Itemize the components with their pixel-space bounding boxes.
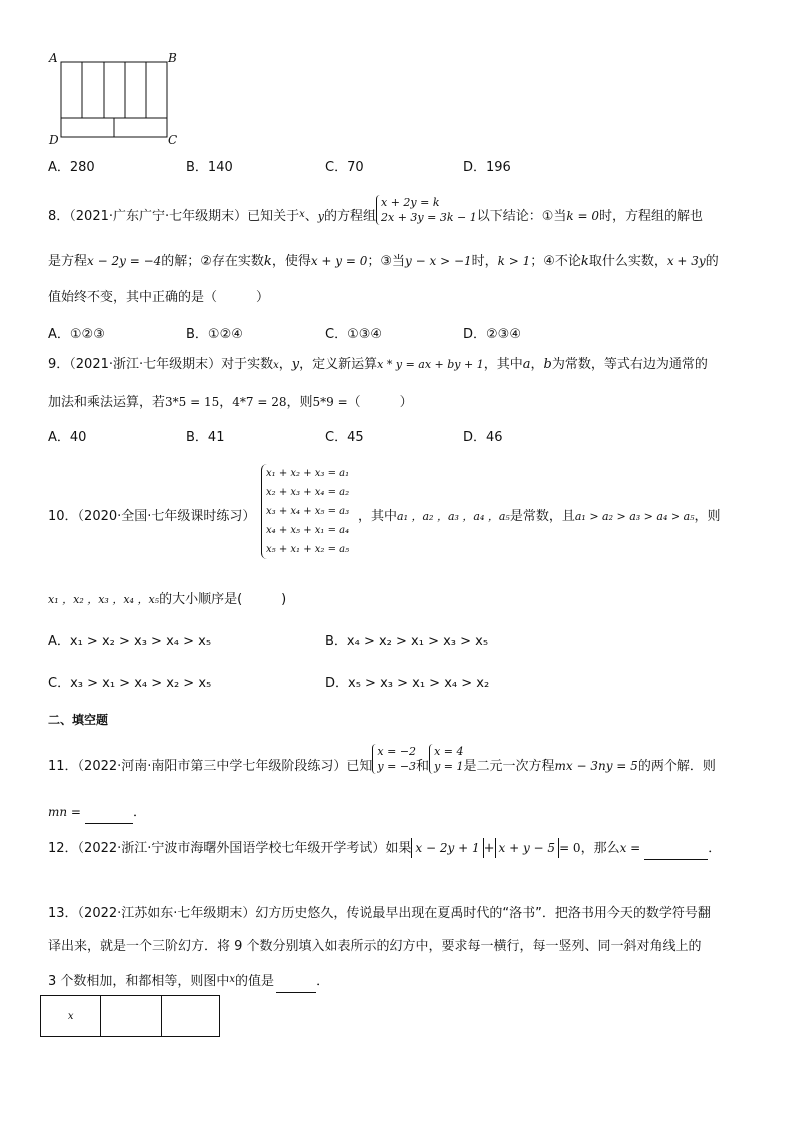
equation-system: x₁ + x₂ + x₃ = a₁ x₂ + x₃ + x₄ = a₂ x₃ + x₄ + x₅ = a₃ x₄ + x₅ + x₁ = a₄ x₅ + x₁ + x₂ = a₅ [261,464,349,559]
option-d[interactable]: D．x₅ > x₃ > x₁ > x₄ > x₂ [325,676,490,691]
q8-line-1: 8．（2021·广东广宁·七年级期末）已知关于$^x$、y的方程组 x + 2y = k 2x + 3y = 3k − 1 以下结论：①当k = 0时，方程组的解也 [48,195,703,224]
q13-line-1: 13．（2022·江苏如东·七年级期末）幻方历史悠久，传说最早出现在夏禹时代的“洛书”．把洛书用今天的数学符号翻 [48,906,711,921]
vertex-label-b: B [168,51,177,65]
section-heading: 二、填空题 [48,713,109,727]
q9-line-2: 加法和乘法运算，若3*5 = 15，4*7 = 28，则5*9 =（ ） [48,395,413,410]
q11-line-2: mn = ． [48,802,146,824]
vertex-label-c: C [168,133,178,147]
option-d[interactable]: D．196 [463,160,511,175]
option-c[interactable]: C．x₃ > x₁ > x₄ > x₂ > x₅ [48,676,212,691]
answer-blank[interactable] [276,972,316,993]
option-c[interactable]: C．70 [325,160,364,175]
q13-line-3: 3 个数相加，和都相等，则图中$^x$的值是 ． [48,970,329,993]
equation-system: x + 2y = k 2x + 3y = 3k − 1 [376,195,477,225]
option-b[interactable]: B．140 [186,160,233,175]
q10-line-2: x₁ ，x₂ ，x₃ ，x₄ ，x₅的大小顺序是( ) [48,592,287,607]
q10-stem-start: 10．（2020·全国·七年级课时练习） [48,509,256,524]
table-cell[interactable] [162,996,219,1036]
solution-2: x = 4 y = 1 [429,744,463,774]
q13-line-2: 译出来，就是一个三阶幻方．将 9 个数分别填入如表所示的幻方中，要求每一横行，每一竖列、同一斜对角线上的 [48,939,702,954]
table-cell[interactable] [101,996,161,1036]
option-b[interactable]: B．①②④ [186,327,243,342]
answer-blank[interactable] [644,839,708,860]
option-a[interactable]: A．x₁ > x₂ > x₃ > x₄ > x₅ [48,634,212,649]
option-a[interactable]: A．280 [48,160,95,175]
option-d[interactable]: D．②③④ [463,327,521,342]
vertex-label-d: D [49,133,59,147]
q8-line-2: 是方程x − 2y = −4的解；②存在实数k，使得x + y = 0；③当y − x > −1时，k > 1；④不论k取什么实数，x + 3y的 [48,254,719,269]
option-a[interactable]: A．①②③ [48,327,105,342]
option-a[interactable]: A．40 [48,430,87,445]
q10-stem-end: ，其中a₁ ，a₂ ，a₃ ，a₄ ，a₅是常数，且a₁ > a₂ > a₃ > a₄ > a₅，则 [358,509,721,524]
rectangle-diagram [44,50,184,148]
option-b[interactable]: B．x₄ > x₂ > x₁ > x₃ > x₅ [325,634,489,649]
magic-square-table [40,995,220,1037]
q11-line-1: 11．（2022·河南·南阳市第三中学七年级阶段练习）已知 x = −2 y = −3 和 x = 4 y = 1 是二元一次方程mx − 3ny = 5的两个解．则 [48,744,716,774]
answer-blank[interactable] [85,803,133,824]
q9-line-1: 9．（2021·浙江·七年级期末）对于实数x，y，定义新运算x * y = ax + by + 1，其中a，b为常数，等式右边为通常的 [48,357,708,372]
option-c[interactable]: C．45 [325,430,364,445]
vertex-label-a: A [49,51,58,65]
solution-1: x = −2 y = −3 [372,744,416,774]
option-c[interactable]: C．①③④ [325,327,383,342]
option-b[interactable]: B．41 [186,430,225,445]
q12-line-1: 12．（2022·浙江·宁波市海曙外国语学校七年级开学考试）如果 x − 2y + 1 + x + y − 5 = 0，那么x = ． [48,838,721,860]
option-d[interactable]: D．46 [463,430,503,445]
table-cell[interactable]: x [41,996,101,1036]
q8-line-3: 值始终不变，其中正确的是（ ） [48,290,270,305]
